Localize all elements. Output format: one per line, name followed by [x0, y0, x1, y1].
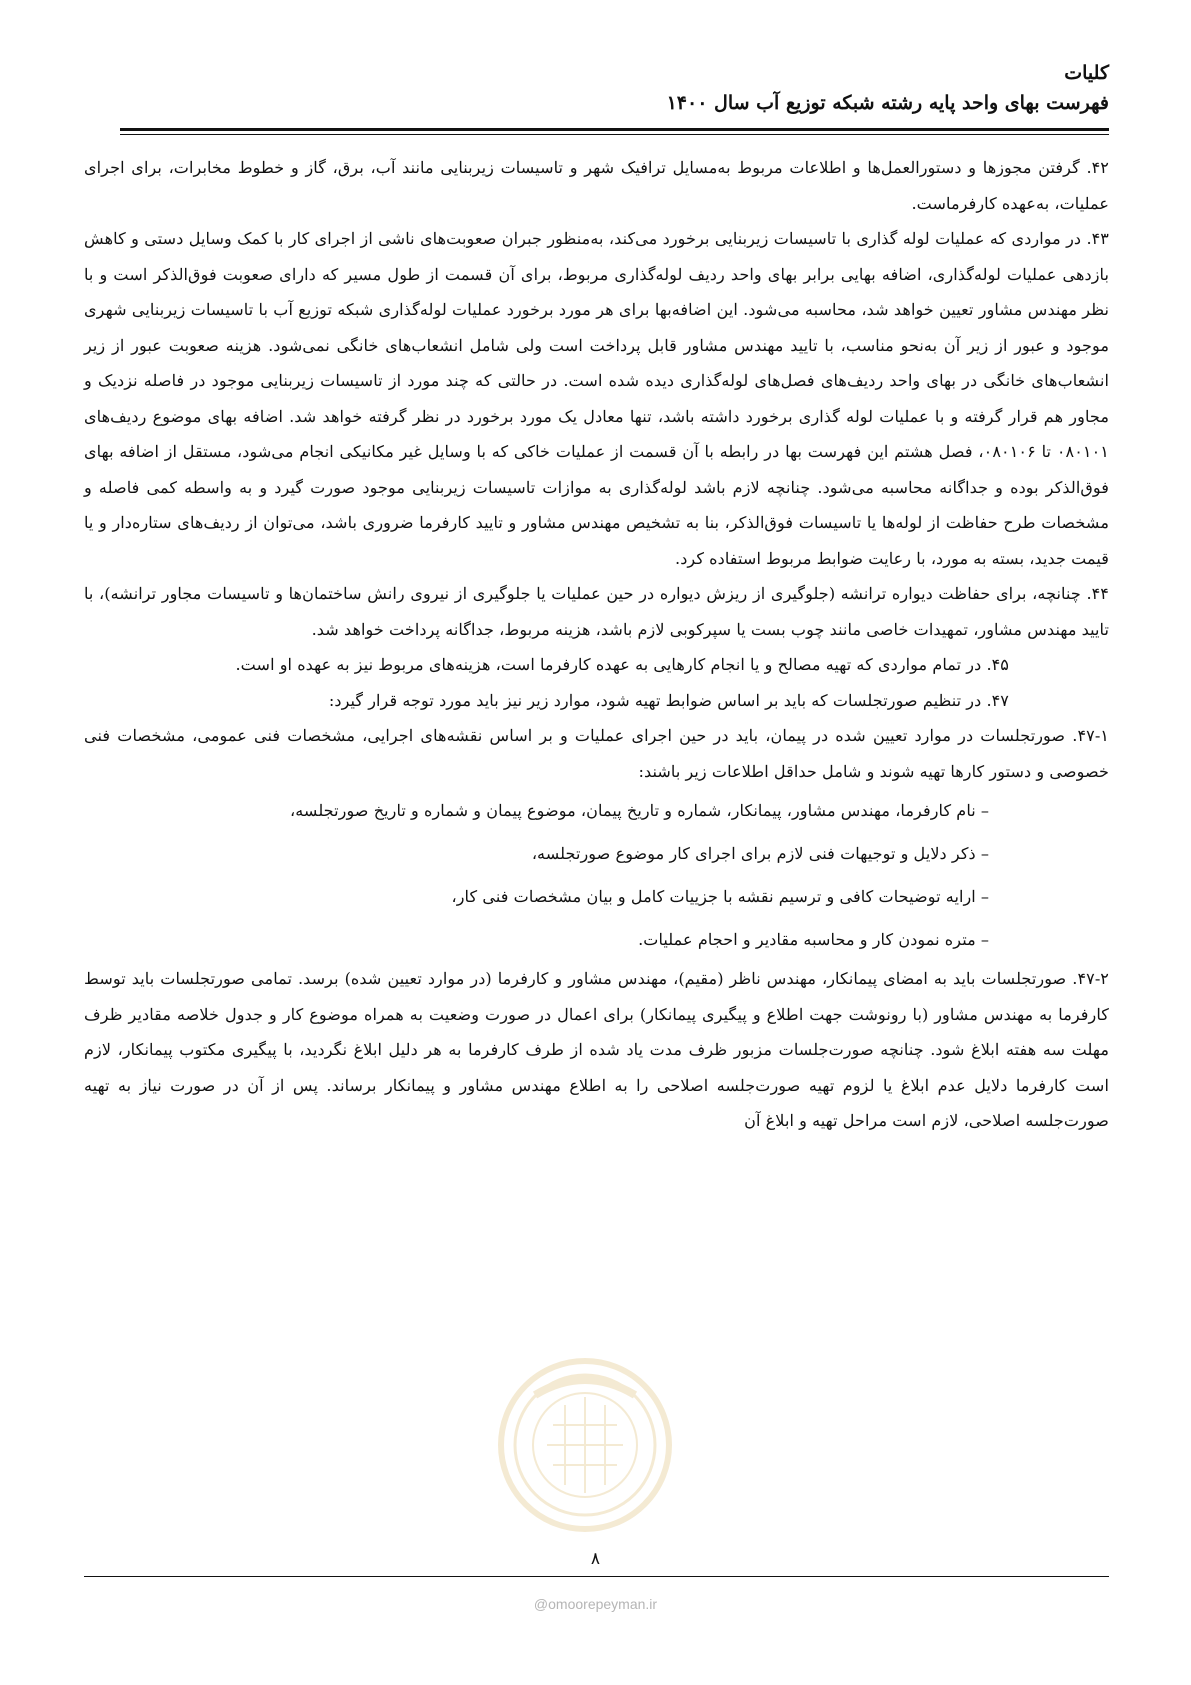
- watermark-text: @omoorepeyman.ir: [533, 1596, 658, 1612]
- document-title: فهرست بهای واحد پایه رشته شبکه توزیع آب سال ۱۴۰۰: [666, 92, 1109, 114]
- page-body: [84, 150, 1109, 1139]
- page-header: [120, 58, 1109, 118]
- page-number: ۸: [590, 1549, 601, 1569]
- paragraph-47-2: ۴۷-۲. صورتجلسات باید به امضای پیمانکار، مهندس ناظر (مقیم)، مهندس مشاور و کارفرما (در موارد تعیین شده) برسد. تمامی صورتجلسات باید توسط کارفرما به مهندس مشاور (با رونوشت جهت اطلاع و پیگیری پیمانکار) برای اعمال در صورت وضعیت به همراه موضوع کار و جدول خلاصه مقادیر ظرف مهلت سه هفته ابلاغ شود. چنانچه صورت‌جلسات مزبور ظرف مدت یاد شده از طرف کارفرما به هر دلیل ابلاغ نگردید، با پیگیری مکتوب پیمانکار، لازم است کارفرما دلایل عدم ابلاغ یا لزوم تهیه صورت‌جلسه اصلاحی را به اطلاع مهندس مشاور و پیمانکار برساند. پس از آن در صورت نیاز به تهیه صورت‌جلسه اصلاحی، لازم است مراحل تهیه و ابلاغ آن: [84, 969, 1109, 1130]
- paragraph-45: ۴۵. در تمام مواردی که تهیه مصالح و یا انجام کارهایی به عهده کارفرما است، هزینه‌های مربوط نیز به عهده او است.: [235, 655, 1009, 674]
- paragraph-43: ۴۳. در مواردی که عملیات لوله گذاری با تاسیسات زیربنایی برخورد می‌کند، به‌منظور جبران صعوبت‌های ناشی از اجرای کار با کمک وسایل دستی و کاهش بازدهی عملیات لوله‌گذاری، اضافه بهایی برابر بهای واحد ردیف لوله‌گذاری مربوط، برای آن قسمت از طول مسیر که دارای صعوبت فوق‌الذکر است و با نظر مهندس مشاور تعیین خواهد شد، محاسبه می‌شود. این اضافه‌بها برای هر مورد برخورد عملیات لوله‌گذاری شبکه توزیع آب با تاسیسات زیربنایی شهری موجود و عبور از زیر آن به‌نحو مناسب، با تایید مهندس مشاور قابل پرداخت است ولی شامل انشعاب‌های خانگی نمی‌شود. هزینه صعوبت عبور از زیر انشعاب‌های خانگی در بهای واحد ردیف‌های فصل‌های لوله‌گذاری دیده شده است. در حالتی که چند مورد از تاسیسات زیربنایی موجود در فاصله نزدیک و مجاور هم قرار گرفته و با عملیات لوله گذاری برخورد داشته باشد، تنها معادل یک مورد برخورد در نظر گرفته خواهد شد. اضافه بهای موضوع ردیف‌های ۰۸۰۱۰۱ تا ۰۸۰۱۰۶، فصل هشتم این فهرست بها در رابطه با آن قسمت از عملیات خاکی که با وسایل غیر مکانیکی انجام می‌شود، مستقل از اضافه بهای فوق‌الذکر بوده و جداگانه محاسبه می‌شود. چنانچه لازم باشد لوله‌گذاری به موازات تاسیسات زیربنایی موجود صورت گیرد و به واسطه کمی فاصله و مشخصات طرح حفاظت از لوله‌ها یا تاسیسات فوق‌الذکر، بنا به تشخیص مهندس مشاور و تایید کارفرما ضروری باشد، می‌توان از ردیف‌های ستاره‌دار و یا قیمت جدید، بسته به مورد، با رعایت ضوابط مربوط استفاده کرد.: [84, 229, 1109, 568]
- header-rule-thick: [120, 128, 1109, 131]
- header-rule-thin: [120, 134, 1109, 135]
- list-item: – ذکر دلایل و توجیهات فنی لازم برای اجرای کار موضوع صورتجلسه،: [531, 844, 989, 863]
- paragraph-47-1: ۴۷-۱. صورتجلسات در موارد تعیین شده در پیمان، باید در حین اجرای عملیات و بر اساس نقشه‌های اجرایی، مشخصات فنی عمومی، مشخصات فنی خصوصی و دستور کارها تهیه شوند و شامل حداقل اطلاعات زیر باشند:: [84, 726, 1109, 781]
- paragraph-47: ۴۷. در تنظیم صورتجلسات که باید بر اساس ضوابط تهیه شود، موارد زیر نیز باید مورد توجه قرار گیرد:: [328, 690, 1009, 710]
- list-item: – متره نمودن کار و محاسبه مقادیر و احجام عملیات.: [638, 930, 989, 949]
- list-item: – نام کارفرما، مهندس مشاور، پیمانکار، شماره و تاریخ پیمان، موضوع پیمان و شماره و تاریخ صورتجلسه،: [289, 801, 989, 820]
- seal-stamp: [495, 1355, 675, 1535]
- paragraph-42: ۴۲. گرفتن مجوزها و دستورالعمل‌ها و اطلاعات مربوط به‌مسایل ترافیک شهر و تاسیسات زیربنایی مانند آب، برق، گاز و خطوط مخابرات، برای اجرای عملیات، به‌عهده کارفرماست.: [84, 158, 1109, 213]
- list-item: – ارایه توضیحات کافی و ترسیم نقشه با جزییات کامل و بیان مشخصات فنی کار،: [451, 887, 989, 906]
- paragraph-44: ۴۴. چنانچه، برای حفاظت دیواره ترانشه (جلوگیری از ریزش دیواره در حین عملیات یا جلوگیری از نیروی رانش ساختمان‌ها و تاسیسات مجاور ترانشه)، با تایید مهندس مشاور، تمهیدات خاصی مانند چوب بست یا سپرکوبی لازم باشد، هزینه مربوط، جداگانه پرداخت خواهد شد.: [84, 584, 1109, 639]
- section-title: کلیات: [1064, 62, 1109, 84]
- footer-rule: [84, 1576, 1109, 1577]
